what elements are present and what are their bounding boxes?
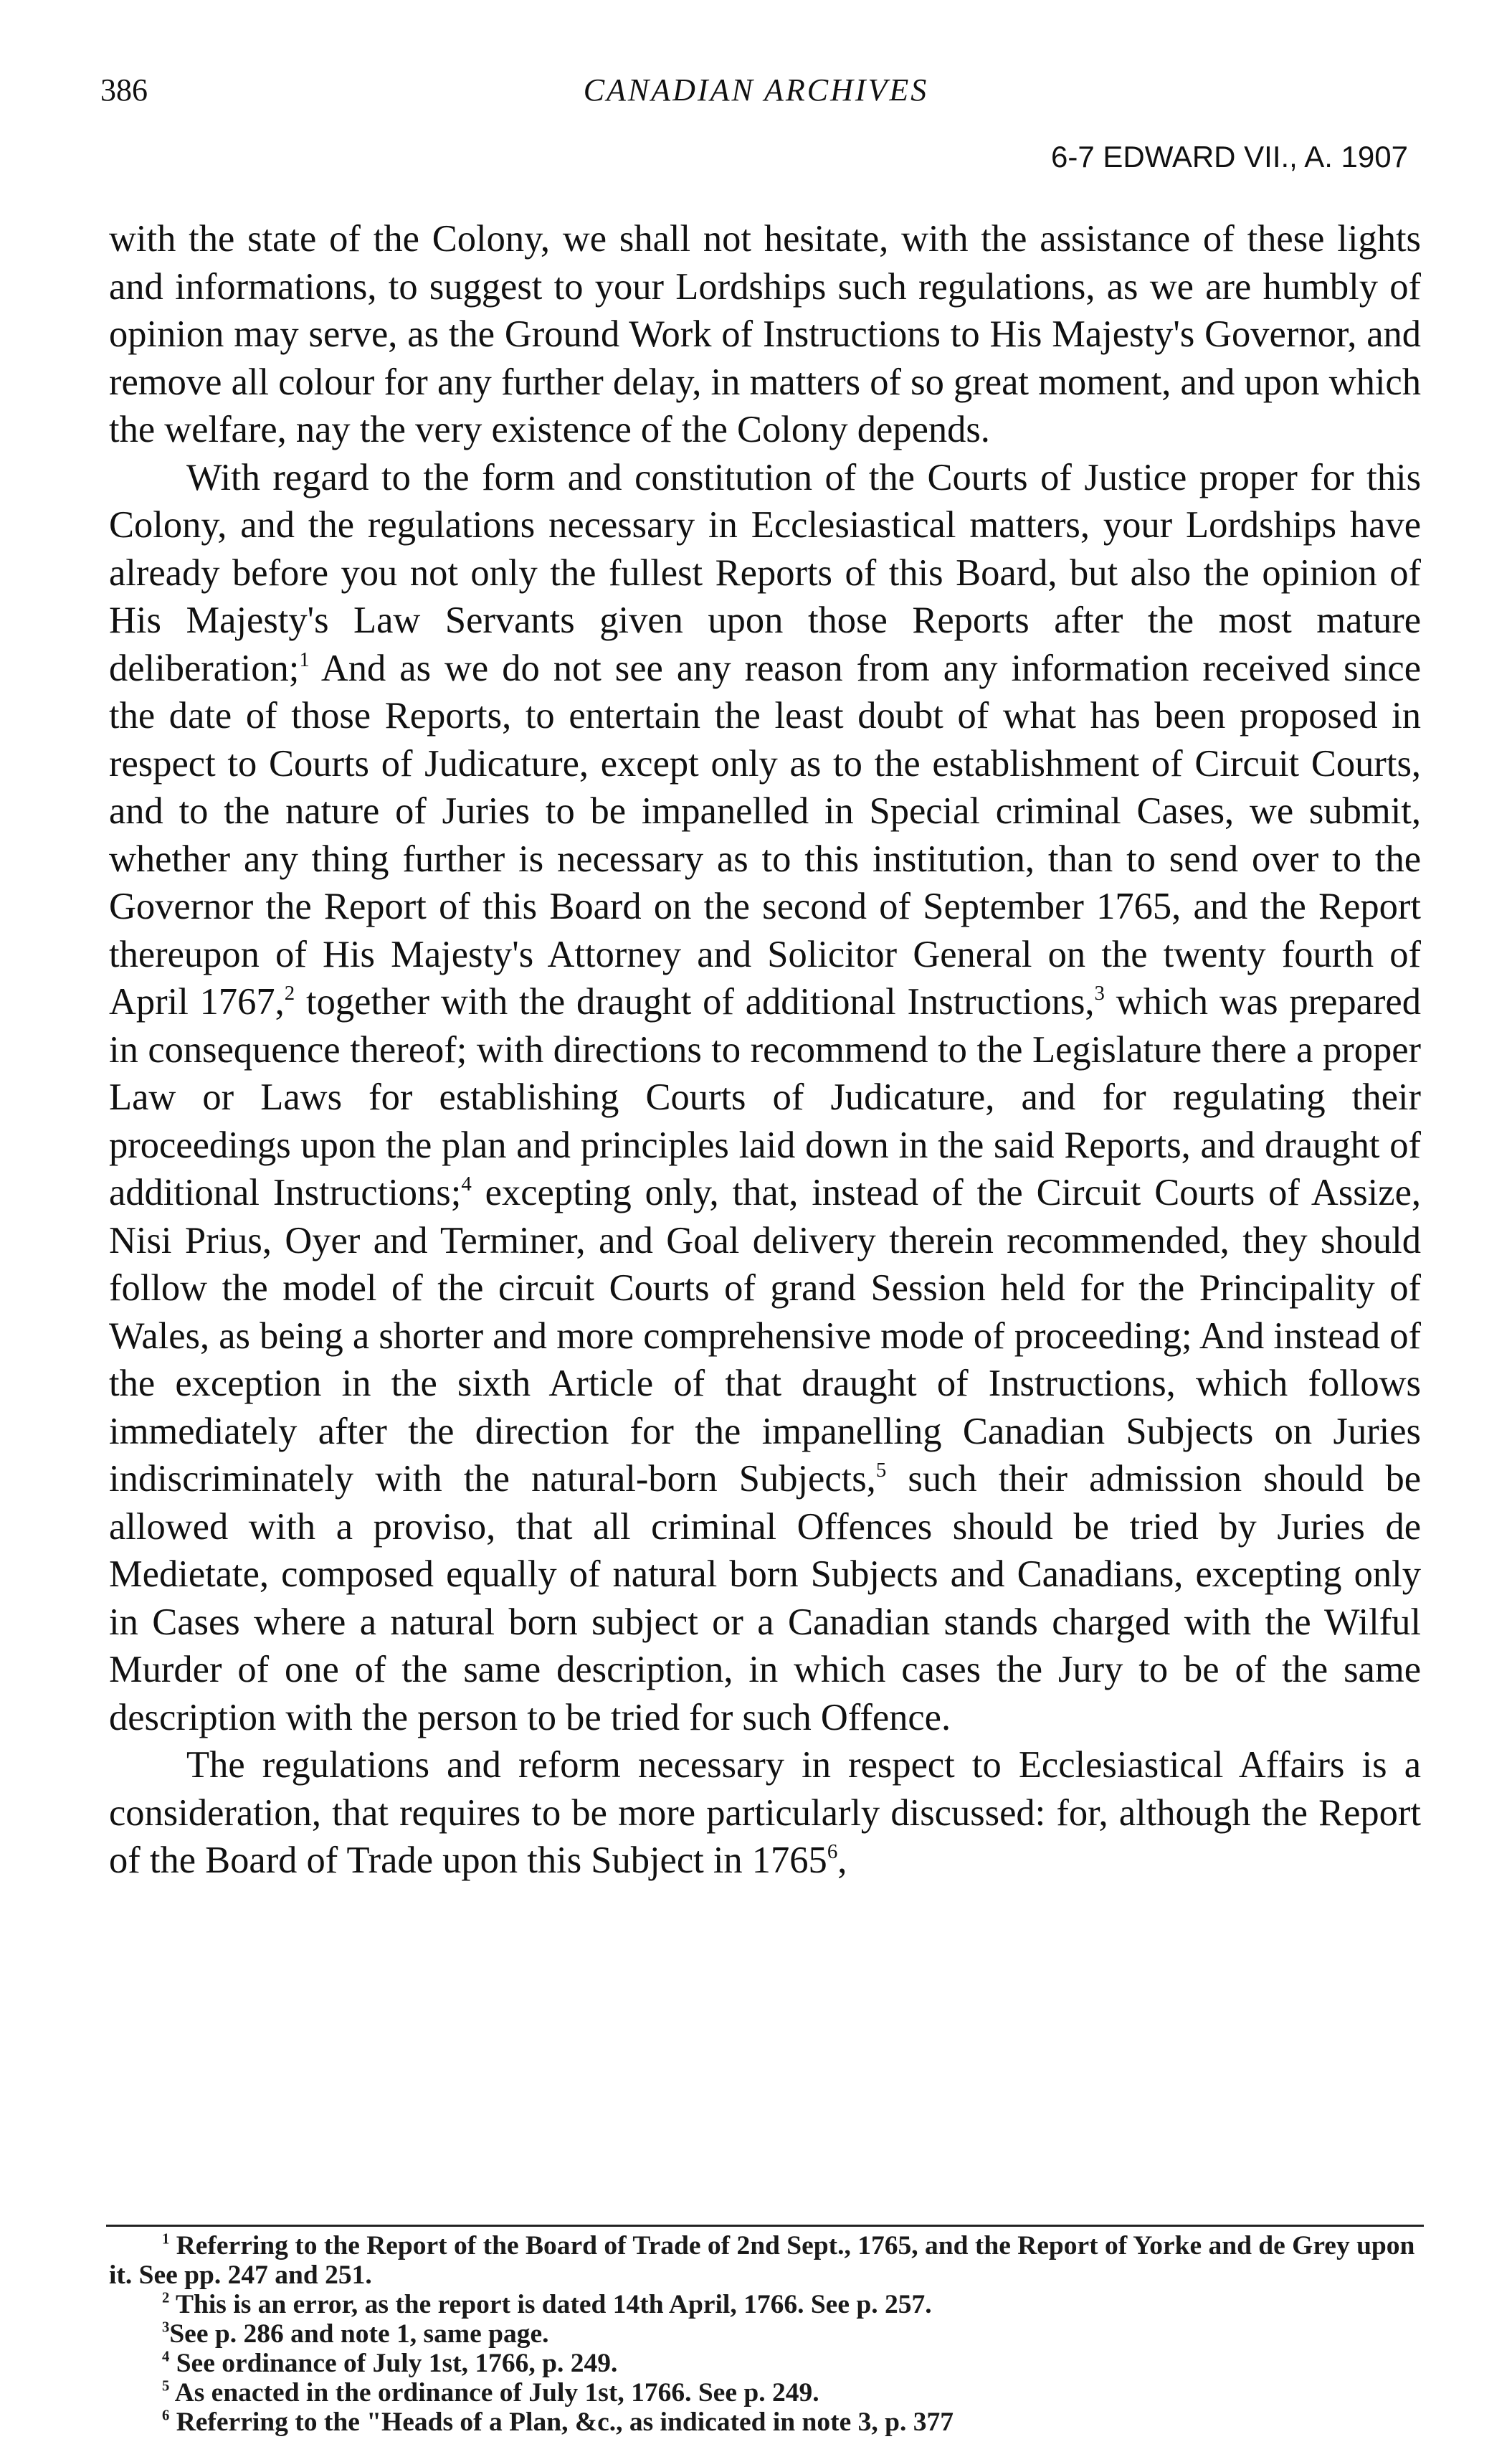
footnote-reference: 2 xyxy=(284,981,295,1005)
paragraph xyxy=(109,215,1421,454)
footnotes xyxy=(109,2231,1421,2437)
footnote xyxy=(109,2378,1421,2407)
footnote-marker: 4 xyxy=(162,2349,170,2365)
paragraph-text: The regulations and reform necessary in respect to Ecclesiastical Affairs is a consideration, that requires to be more particularly discussed: for, although the Report of the Board of Trade upon this Subject in 1765 xyxy=(109,1744,1421,1881)
footnote-reference: 5 xyxy=(875,1458,887,1482)
paragraph-text: excepting only, that, instead of the Circuit Courts of Assize, Nisi Prius, Oyer and Terminer, and Goal delivery therein recommended, they should follow the model of the circuit Courts of grand Session held for the Principality of Wales, as being a shorter and more comprehensive mode of proceeding; And instead of the exception in the sixth Article of that draught of Instructions, which follows immediately after the direction for the impanelling Canadian Subjects on Juries indiscriminately with the natural-born Subjects, xyxy=(109,1172,1421,1500)
footnote-reference: 4 xyxy=(461,1172,472,1196)
footnote-marker: 1 xyxy=(162,2231,170,2248)
footnote-marker: 2 xyxy=(162,2290,170,2306)
footnote xyxy=(109,2349,1421,2378)
footnote-text: See p. 286 and note 1, same page. xyxy=(169,2319,549,2349)
footnote-marker: 3 xyxy=(162,2319,170,2336)
footnote-text: This is an error, as the report is dated 14th April, 1766. See p. 257. xyxy=(176,2290,932,2319)
body-text xyxy=(109,215,1421,1885)
footnote xyxy=(109,2319,1421,2349)
footnote-text: See ordinance of July 1st, 1766, p. 249. xyxy=(176,2349,618,2378)
paragraph xyxy=(109,454,1421,1742)
footnote xyxy=(109,2290,1421,2319)
session-label: 6-7 EDWARD VII., A. 1907 xyxy=(1051,140,1408,174)
footnote xyxy=(109,2407,1421,2437)
footnote-text: Referring to the "Heads of a Plan, &c., as indicated in note 3, p. 377 xyxy=(176,2407,954,2437)
footnote-marker: 5 xyxy=(162,2378,170,2395)
paragraph-text: with the state of the Colony, we shall not hesitate, with the assistance of these lights and informations, to suggest to your Lordships such regulations, as we are humbly of opinion may serve, as the Ground Work of Instructions to His Majesty's Governor, and remove all colour for any further delay, in matters of so great moment, and upon which the welfare, nay the very existence of the Colony depends. xyxy=(109,218,1421,450)
footnote-reference: 3 xyxy=(1094,981,1105,1005)
footnote xyxy=(109,2231,1421,2290)
footnote-reference: 1 xyxy=(299,648,310,671)
footnote-divider xyxy=(106,2225,1424,2227)
footnote-text: As enacted in the ordinance of July 1st, 1766. See p. 249. xyxy=(174,2378,819,2407)
paragraph-text: With regard to the form and constitution of the Courts of Justice proper for this Colony, and the regulations necessary in Ecclesiastical matters, your Lordships have already before you not only the fullest Reports of this Board, but also the opinion of His Majesty's Law Servants given upon those Reports after the most mature deliberation; xyxy=(109,456,1421,689)
paragraph-text: which was prepared in consequence thereof; with directions to recommend to the Legislature there a proper Law or Laws for establishing Courts of Judicature, and for regulating their proceedings upon the plan and principles laid down in the said Reports, and draught of additional Instructions; xyxy=(109,981,1421,1213)
running-title: CANADIAN ARCHIVES xyxy=(583,72,929,108)
footnote-marker: 6 xyxy=(162,2407,170,2424)
paragraph-text: such their admission should be allowed with a proviso, that all criminal Offences should be tried by Juries de Medietate, composed equally of natural born Subjects and Canadians, excepting only in Cases where a natural born subject or a Canadian stands charged with the Wilful Murder of one of the same description, in which cases the Jury to be of the same description with the person to be tried for such Offence. xyxy=(109,1458,1421,1738)
paragraph-text: together with the draught of additional Instructions, xyxy=(295,981,1095,1023)
paragraph-text: And as we do not see any reason from any information received since the date of those Reports, to entertain the least doubt of what has been proposed in respect to Courts of Judicature, except only as to the establishment of Circuit Courts, and to the nature of Juries to be impanelled in Special criminal Cases, we submit, whether any thing further is necessary as to this institution, than to send over to the Governor the Report of this Board on the second of September 1765, and the Report thereupon of His Majesty's Attorney and Solicitor General on the twenty fourth of April 1767, xyxy=(109,647,1421,1023)
footnote-reference: 6 xyxy=(827,1840,838,1863)
footnote-text: Referring to the Report of the Board of Trade of 2nd Sept., 1765, and the Report of Yorke and de Grey upon it. See pp. 247 and 251. xyxy=(109,2231,1415,2290)
paragraph-text: , xyxy=(837,1840,847,1881)
page-number: 386 xyxy=(100,72,148,108)
paragraph xyxy=(109,1741,1421,1885)
